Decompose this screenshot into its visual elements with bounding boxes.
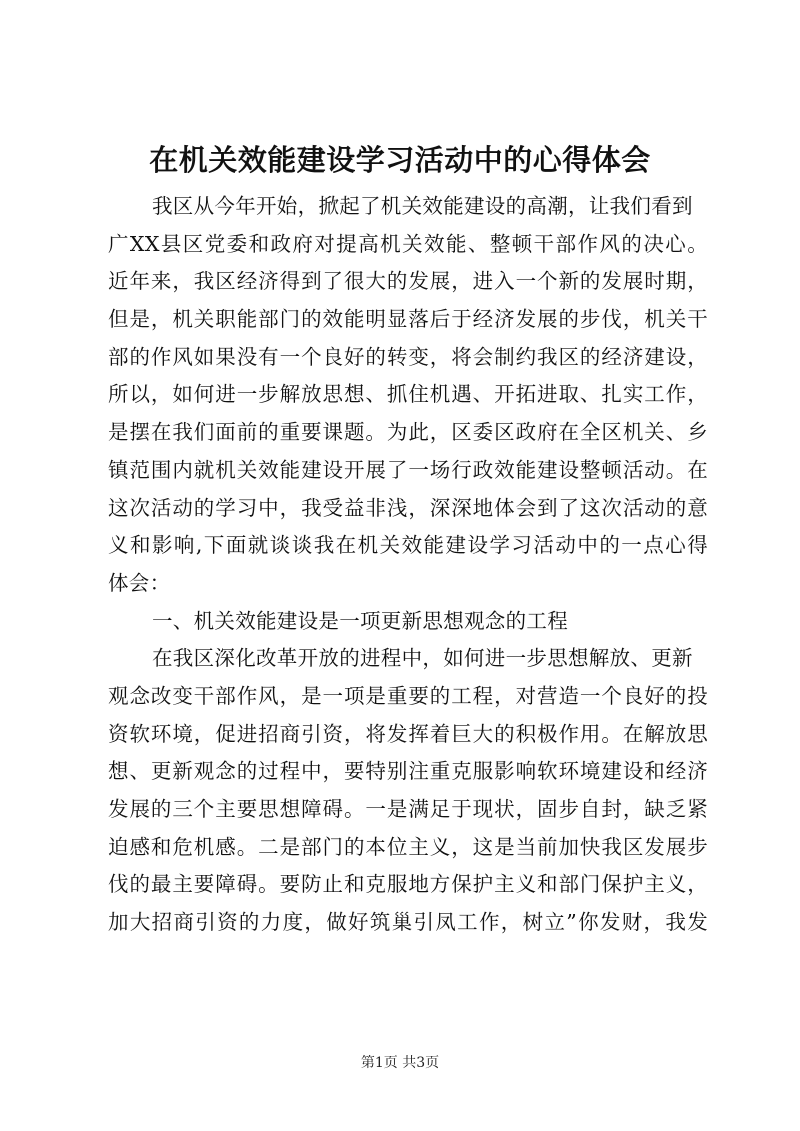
text-line: 伐的最主要障碍。要防止和克服地方保护主义和部门保护主义， [108,872,708,897]
text-line: 加大招商引资的力度，做好筑巢引凤工作，树立”你发财，我发 [108,910,708,935]
text-line: 镇范围内就机关效能建设开展了一场行政效能建设整顿活动。在 [108,457,708,482]
text-line: 近年来，我区经济得到了很大的发展，进入一个新的发展时期， [108,269,708,294]
text-line: 资软环境，促进招商引资，将发挥着巨大的积极作用。在解放思 [108,721,708,746]
text-line: 体会： [108,570,171,595]
text-line: 观念改变干部作风，是一项是重要的工程，对营造一个良好的投 [108,683,708,708]
text-line: 迫感和危机感。二是部门的本位主义，这是当前加快我区发展步 [108,834,708,859]
text-line: 发展的三个主要思想障碍。一是满足于现状，固步自封，缺乏紧 [108,797,708,821]
text-line: 我区从今年开始，掀起了机关效能建设的高潮，让我们看到 [152,194,693,218]
document-body [108,188,708,942]
page-footer: 第1页 共3页 [360,1055,440,1071]
text-line: 但是，机关职能部门的效能明显落后于经济发展的步伐，机关干 [108,307,708,332]
document-title: 在机关效能建设学习活动中的心得体会 [149,143,651,177]
text-line: 广XX县区党委和政府对提高机关效能、整顿干部作风的决心。 [108,231,708,256]
text-line: 是摆在我们面前的重要课题。为此，区委区政府在全区机关、乡 [108,420,708,445]
text-line: 部的作风如果没有一个良好的转变，将会制约我区的经济建设， [108,344,708,369]
text-line: 义和影响,下面就谈谈我在机关效能建设学习活动中的一点心得 [108,533,708,558]
text-line: 所以，如何进一步解放思想、抓住机遇、开拓进取、扎实工作， [108,382,708,407]
text-line: 想、更新观念的过程中，要特别注重克服影响软环境建设和经济 [108,759,708,784]
text-line: 这次活动的学习中，我受益非浅，深深地体会到了这次活动的意 [108,495,708,520]
section-heading: 一、机关效能建设是一项更新思想观念的工程 [152,608,568,633]
text-line: 在我区深化改革开放的进程中，如何进一步思想解放、更新 [152,646,693,671]
